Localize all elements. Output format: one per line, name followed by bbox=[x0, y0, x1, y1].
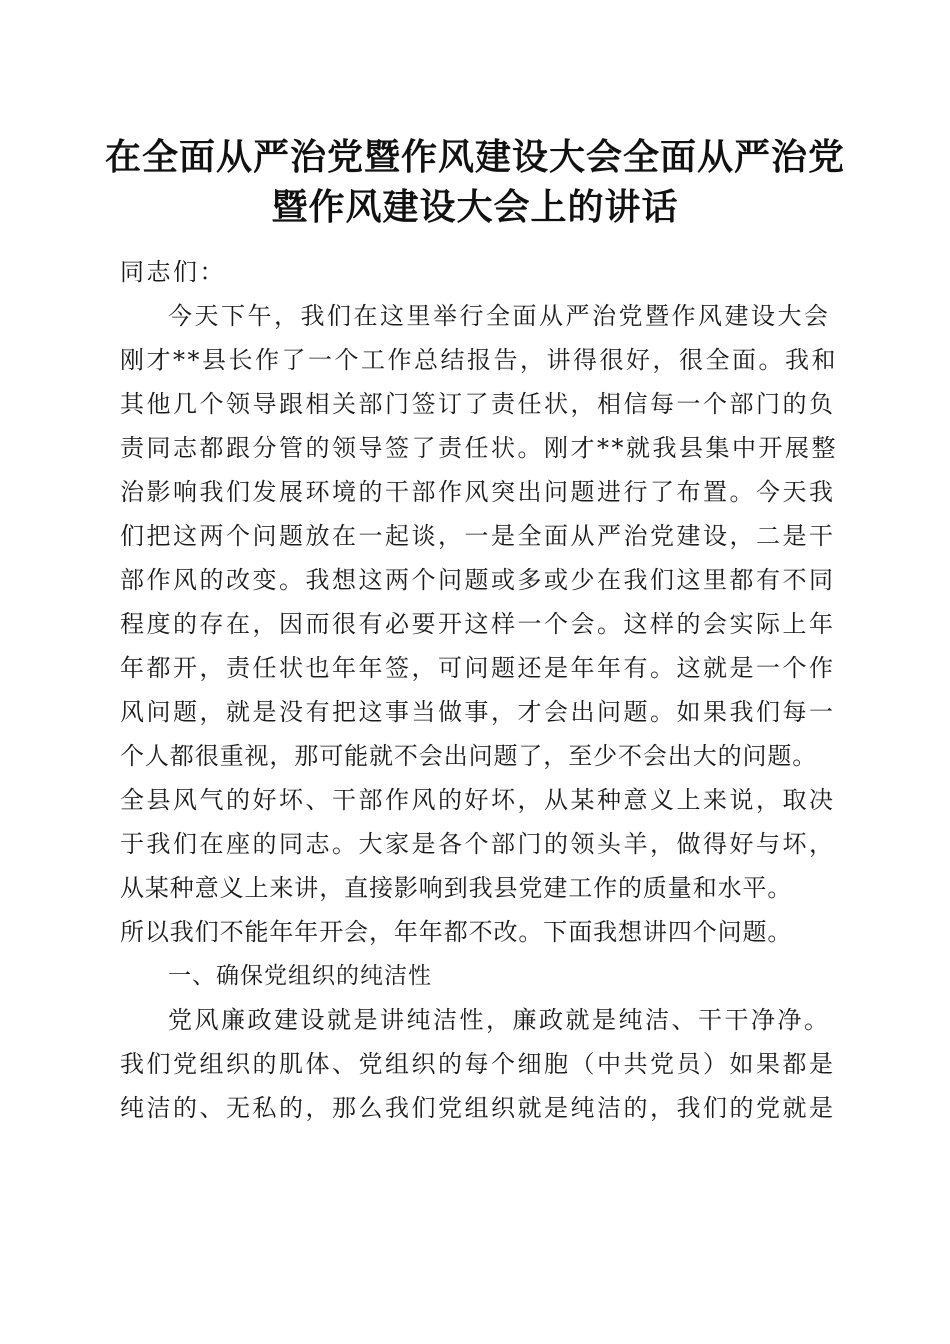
title-line-1: 在全面从严治党暨作风建设大会全面从严治党 bbox=[104, 136, 845, 178]
paragraph-1-line: 从某种意义上来讲，直接影响到我县党建工作的质量和水平。 bbox=[120, 874, 793, 902]
paragraph-1-line: 部作风的改变。我想这两个问题或多或少在我们这里都有不同 bbox=[120, 566, 836, 594]
section-1-heading: 一、确保党组织的纯洁性 bbox=[168, 963, 432, 989]
paragraph-1-line: 责同志都跟分管的领导签了责任状。刚才**就我县集中开展整 bbox=[120, 434, 838, 462]
paragraph-1-line: 所以我们不能年年开会，年年都不改。下面我想讲四个问题。 bbox=[120, 918, 793, 946]
paragraph-1-line: 刚才**县长作了一个工作总结报告，讲得很好，很全面。我和 bbox=[120, 346, 838, 374]
paragraph-1-line: 其他几个领导跟相关部门签订了责任状，相信每一个部门的负 bbox=[120, 390, 836, 418]
document-title bbox=[100, 132, 850, 232]
paragraph-1-line: 程度的存在，因而很有必要开这样一个会。这样的会实际上年 bbox=[120, 610, 836, 638]
paragraph-1-line: 们把这两个问题放在一起谈，一是全面从严治党建设，二是干 bbox=[120, 522, 836, 550]
paragraph-1-line: 个人都很重视，那可能就不会出问题了，至少不会出大的问题。 bbox=[120, 742, 818, 770]
paragraph-2-line: 纯洁的、无私的，那么我们党组织就是纯洁的，我们的党就是 bbox=[120, 1094, 836, 1122]
paragraph-2-line: 我们党组织的肌体、党组织的每个细胞（中共党员）如果都是 bbox=[120, 1050, 836, 1078]
title-line-2: 暨作风建设大会上的讲话 bbox=[271, 186, 679, 228]
salutation: 同志们： bbox=[120, 258, 226, 286]
document-body bbox=[120, 250, 840, 1130]
paragraph-1-line: 治影响我们发展环境的干部作风突出问题进行了布置。今天我 bbox=[120, 478, 836, 506]
paragraph-1-line: 风问题，就是没有把这事当做事，才会出问题。如果我们每一 bbox=[120, 698, 836, 726]
paragraph-1-line: 于我们在座的同志。大家是各个部门的领头羊，做得好与坏， bbox=[120, 830, 836, 858]
paragraph-1-line: 今天下午，我们在这里举行全面从严治党暨作风建设大会 bbox=[168, 302, 831, 330]
paragraph-1-line: 年都开，责任状也年年签，可问题还是年年有。这就是一个作 bbox=[120, 654, 836, 682]
paragraph-2-line: 党风廉政建设就是讲纯洁性，廉政就是纯洁、干干净净。 bbox=[168, 1006, 831, 1034]
paragraph-1-line: 全县风气的好坏、干部作风的好坏，从某种意义上来说，取决 bbox=[120, 786, 836, 814]
